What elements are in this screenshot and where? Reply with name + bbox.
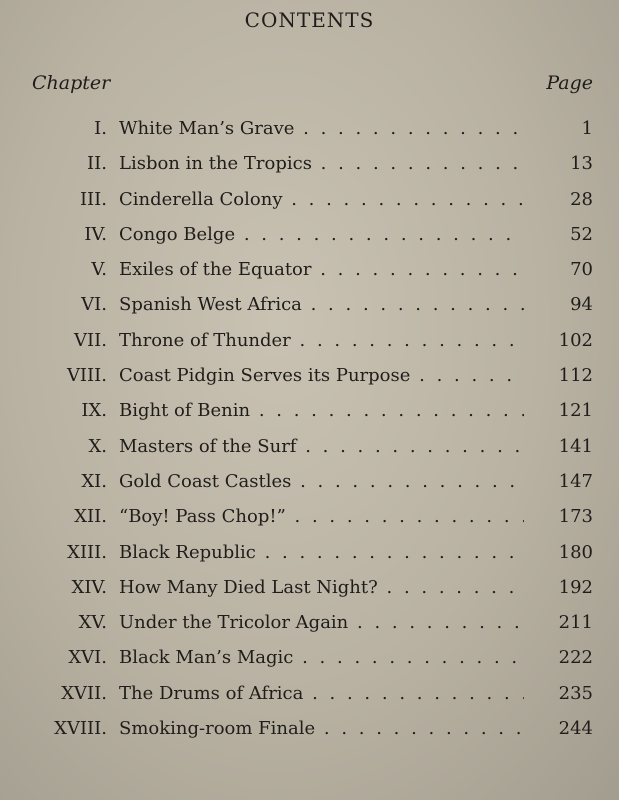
chapter-number: XV. bbox=[78, 612, 107, 634]
page-number: 28 bbox=[570, 188, 593, 210]
chapter-number: XVIII. bbox=[54, 718, 107, 740]
page-number: 180 bbox=[558, 541, 593, 563]
chapter-number: XII. bbox=[74, 506, 107, 528]
toc-entry bbox=[0, 330, 619, 365]
page-number: 52 bbox=[570, 223, 593, 245]
chapter-title: White Man’s Grave . . bbox=[119, 118, 524, 139]
toc-entry bbox=[0, 542, 619, 577]
chapter-number: V. bbox=[91, 259, 107, 281]
chapter-title: Gold Coast Castles . . bbox=[119, 471, 524, 492]
page-column-header: Page bbox=[546, 72, 593, 94]
toc-entry bbox=[0, 153, 619, 188]
chapter-title: Throne of Thunder . . bbox=[119, 330, 524, 351]
chapter-number: VI. bbox=[81, 294, 107, 316]
toc-entry bbox=[0, 259, 619, 294]
chapter-title: “Boy! Pass Chop!” . . bbox=[119, 506, 524, 527]
chapter-title: Bight of Benin . . bbox=[119, 400, 524, 421]
chapter-number: XVII. bbox=[61, 682, 107, 704]
page-number: 173 bbox=[558, 506, 593, 528]
page-number: 94 bbox=[570, 294, 593, 316]
toc-entry bbox=[0, 647, 619, 682]
chapter-title: Black Man’s Magic . . bbox=[119, 647, 524, 668]
toc-entry bbox=[0, 577, 619, 612]
chapter-number: IV. bbox=[84, 223, 107, 245]
chapter-title: Spanish West Africa . . bbox=[119, 294, 524, 315]
chapter-number: I. bbox=[94, 118, 107, 139]
chapter-title: The Drums of Africa . . bbox=[119, 683, 524, 704]
chapter-number: VIII. bbox=[66, 365, 107, 387]
toc-entry bbox=[0, 718, 619, 753]
chapter-title: Black Republic . . bbox=[119, 542, 524, 563]
chapter-number: XIV. bbox=[71, 576, 107, 598]
chapter-title: Coast Pidgin Serves its Purpose . . bbox=[119, 365, 524, 386]
chapter-title: Smoking-room Finale . . bbox=[119, 718, 524, 739]
toc-entry bbox=[0, 365, 619, 400]
page-number: 1 bbox=[581, 118, 593, 139]
chapter-number: II. bbox=[87, 153, 107, 175]
toc-entry bbox=[0, 683, 619, 718]
page-number: 222 bbox=[558, 647, 593, 669]
page-number: 70 bbox=[570, 259, 593, 281]
chapter-number: X. bbox=[88, 435, 107, 457]
chapter-number: XI. bbox=[81, 470, 107, 492]
page-number: 121 bbox=[558, 400, 593, 422]
page-number: 211 bbox=[558, 612, 593, 634]
chapter-title: Under the Tricolor Again . . bbox=[119, 612, 524, 633]
toc-entry bbox=[0, 224, 619, 259]
toc-entry bbox=[0, 294, 619, 329]
page-number: 141 bbox=[558, 435, 593, 457]
toc-entry bbox=[0, 436, 619, 471]
chapter-title: Exiles of the Equator . . bbox=[119, 259, 524, 280]
page-number: 13 bbox=[570, 153, 593, 175]
toc-entry bbox=[0, 118, 619, 153]
page-number: 112 bbox=[558, 365, 593, 387]
chapter-column-header: Chapter bbox=[32, 72, 111, 94]
chapter-title: Cinderella Colony . . bbox=[119, 189, 524, 210]
page-title: CONTENTS bbox=[244, 8, 375, 32]
toc-entry bbox=[0, 189, 619, 224]
chapter-number: XVI. bbox=[68, 647, 107, 669]
toc-entry bbox=[0, 400, 619, 435]
toc-entry bbox=[0, 612, 619, 647]
toc-entry bbox=[0, 506, 619, 541]
chapter-title: Masters of the Surf . . bbox=[119, 436, 524, 457]
page-number: 147 bbox=[558, 470, 593, 492]
page-number: 192 bbox=[558, 576, 593, 598]
toc-entry bbox=[0, 471, 619, 506]
chapter-number: VII. bbox=[74, 329, 107, 351]
page-number: 235 bbox=[558, 682, 593, 704]
chapter-number: IX. bbox=[81, 400, 107, 422]
chapter-title: How Many Died Last Night? . . bbox=[119, 577, 524, 598]
chapter-number: III. bbox=[79, 188, 107, 210]
chapter-title: Lisbon in the Tropics . . bbox=[119, 153, 524, 174]
table-of-contents bbox=[0, 118, 619, 753]
chapter-number: XIII. bbox=[67, 541, 107, 563]
page-number: 244 bbox=[558, 718, 593, 740]
page-number: 102 bbox=[558, 329, 593, 351]
chapter-title: Congo Belge . . bbox=[119, 224, 524, 245]
